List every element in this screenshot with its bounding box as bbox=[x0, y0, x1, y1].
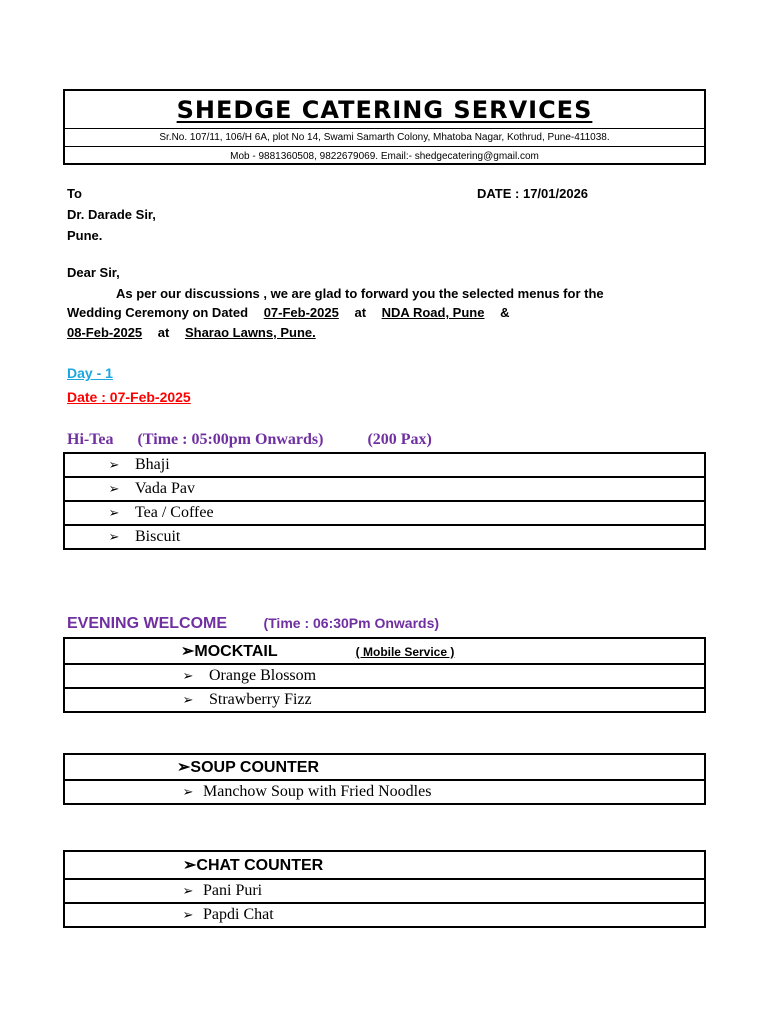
menu-item bbox=[64, 525, 705, 549]
mocktail-header-cell bbox=[64, 638, 705, 664]
ampersand: & bbox=[500, 305, 510, 320]
arrow-bullet-icon: ➢ bbox=[181, 643, 195, 660]
arrow-bullet-icon: ➢ bbox=[182, 668, 194, 683]
hitea-pax: (200 Pax) bbox=[367, 431, 432, 448]
company-name: SHEDGE CATERING SERVICES bbox=[176, 96, 593, 124]
arrow-bullet-icon: ➢ bbox=[108, 529, 120, 544]
venue-1: NDA Road, Pune bbox=[381, 305, 485, 320]
table-row bbox=[64, 903, 705, 927]
menu-item bbox=[64, 688, 705, 712]
evening-title: EVENING WELCOME bbox=[67, 615, 228, 632]
arrow-bullet-icon: ➢ bbox=[177, 759, 191, 776]
menu-item-label: Pani Puri bbox=[203, 882, 263, 899]
hitea-heading bbox=[67, 431, 432, 449]
paragraph-line-2 bbox=[67, 303, 509, 323]
table-row bbox=[64, 688, 705, 712]
at-word-1: at bbox=[354, 305, 367, 320]
at-word-2: at bbox=[157, 325, 170, 340]
mocktail-note: ( Mobile Service ) bbox=[355, 645, 455, 659]
menu-item-label: Papdi Chat bbox=[203, 906, 274, 923]
soup-header-cell bbox=[64, 754, 705, 780]
company-address: Sr.No. 107/11, 106/H 6A, plot No 14, Swami Samarth Colony, Mhatoba Nagar, Kothrud, Pune-411038. bbox=[65, 128, 704, 147]
recipient-name: Dr. Darade Sir, bbox=[67, 207, 156, 222]
letter-date: DATE : 17/01/2026 bbox=[477, 186, 589, 201]
soup-title: SOUP COUNTER bbox=[190, 759, 320, 776]
mocktail-title: MOCKTAIL bbox=[194, 643, 278, 660]
table-row bbox=[64, 501, 705, 525]
chat-title: CHAT COUNTER bbox=[196, 857, 324, 874]
arrow-bullet-icon: ➢ bbox=[108, 481, 120, 496]
soup-menu-table bbox=[63, 753, 706, 805]
day-label: Day - 1 bbox=[67, 365, 113, 381]
menu-item-label: Manchow Soup with Fried Noodles bbox=[203, 783, 432, 800]
menu-item bbox=[64, 664, 705, 688]
menu-item bbox=[64, 453, 705, 477]
arrow-bullet-icon: ➢ bbox=[182, 692, 194, 707]
salutation: Dear Sir, bbox=[67, 265, 120, 280]
paragraph-line-1: As per our discussions , we are glad to forward you the selected menus for the bbox=[116, 286, 604, 301]
recipient-city: Pune. bbox=[67, 228, 103, 243]
table-row bbox=[64, 754, 705, 780]
arrow-bullet-icon: ➢ bbox=[183, 857, 197, 874]
chat-menu-table bbox=[63, 850, 706, 928]
arrow-bullet-icon: ➢ bbox=[108, 505, 120, 520]
table-row bbox=[64, 879, 705, 903]
table-row bbox=[64, 525, 705, 549]
menu-item-label: Bhaji bbox=[135, 456, 170, 473]
table-row bbox=[64, 780, 705, 804]
arrow-bullet-icon: ➢ bbox=[182, 784, 194, 799]
arrow-bullet-icon: ➢ bbox=[182, 907, 194, 922]
hitea-menu-table bbox=[63, 452, 706, 550]
evening-time: (Time : 06:30Pm Onwards) bbox=[263, 615, 440, 631]
menu-item bbox=[64, 477, 705, 501]
letterhead bbox=[63, 89, 706, 165]
to-label: To bbox=[67, 186, 82, 201]
paragraph-line-3 bbox=[67, 323, 316, 343]
chat-header-cell bbox=[64, 851, 705, 879]
hitea-time: (Time : 05:00pm Onwards) bbox=[137, 431, 324, 448]
table-row bbox=[64, 453, 705, 477]
table-row bbox=[64, 477, 705, 501]
day-date: Date : 07-Feb-2025 bbox=[67, 389, 191, 405]
company-contact: Mob - 9881360508, 9822679069. Email:- shedgecatering@gmail.com bbox=[65, 146, 704, 166]
menu-item bbox=[64, 903, 705, 927]
event-date-2: 08-Feb-2025 bbox=[67, 325, 143, 340]
paragraph-prefix: Wedding Ceremony on Dated bbox=[67, 305, 249, 320]
hitea-title: Hi-Tea bbox=[67, 431, 114, 448]
arrow-bullet-icon: ➢ bbox=[182, 883, 194, 898]
evening-heading bbox=[67, 615, 439, 633]
menu-item bbox=[64, 501, 705, 525]
table-row bbox=[64, 664, 705, 688]
menu-item-label: Biscuit bbox=[135, 528, 181, 545]
arrow-bullet-icon: ➢ bbox=[108, 457, 120, 472]
menu-item bbox=[64, 780, 705, 804]
table-row bbox=[64, 851, 705, 879]
mocktail-menu-table bbox=[63, 637, 706, 713]
menu-item-label: Tea / Coffee bbox=[135, 504, 214, 521]
menu-item-label: Vada Pav bbox=[135, 480, 195, 497]
venue-2: Sharao Lawns, Pune. bbox=[184, 325, 316, 340]
event-date-1: 07-Feb-2025 bbox=[263, 305, 339, 320]
menu-item-label: Orange Blossom bbox=[209, 667, 317, 684]
table-row bbox=[64, 638, 705, 664]
menu-item-label: Strawberry Fizz bbox=[209, 691, 312, 708]
menu-item bbox=[64, 879, 705, 903]
